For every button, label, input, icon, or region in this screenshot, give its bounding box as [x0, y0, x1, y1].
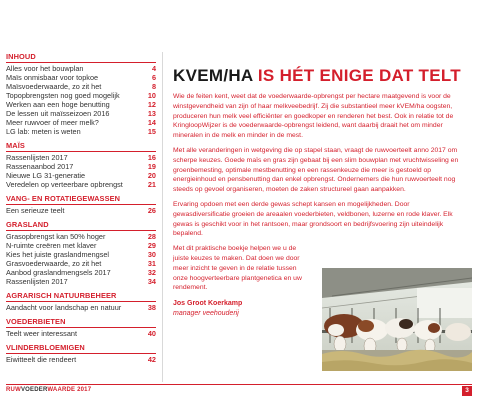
toc-entry[interactable]: [6, 171, 156, 180]
toc-entry-label: Teelt weer interessant: [6, 329, 77, 338]
toc-entry-label: De lessen uit maïsseizoen 2016: [6, 109, 110, 118]
toc-section: [6, 194, 156, 215]
toc-entry-label: Grasvoederwaarde, zo zit het: [6, 259, 102, 268]
toc-section-heading: AGRARISCH NATUURBEHEER: [6, 291, 156, 302]
toc-entry-page: 31: [147, 259, 156, 268]
toc-entry-label: N-ruimte creëren met klaver: [6, 241, 97, 250]
toc-entry-label: Kies het juiste graslandmengsel: [6, 250, 110, 259]
toc-entry-page: 15: [147, 127, 156, 136]
toc-entry-label: Rassenaanbod 2017: [6, 162, 74, 171]
toc-entry[interactable]: [6, 277, 156, 286]
toc-entry[interactable]: [6, 73, 156, 82]
toc-entry[interactable]: [6, 355, 156, 364]
toc-section-heading: INHOUD: [6, 52, 156, 63]
footer-brand-b: VOEDER: [20, 387, 48, 393]
paragraph-3: Ervaring opdoen met een derde gewas schept kansen en mogelijkheden. Door gewasdiversificatie groeien de areaalen voederbieten, veldbonen, luzerne en rode klaver. Elk gewas is geschikt voor in het rantsoen, maar grondsoort en bedrijfsvoering zijn uiteindelijk bepalend.: [173, 200, 453, 238]
toc-entry-page: 21: [147, 180, 156, 189]
toc-entry[interactable]: [6, 180, 156, 189]
toc-entry-page: 14: [147, 118, 156, 127]
toc-entry-page: 16: [147, 153, 156, 162]
toc-entry-label: Maïs onmisbaar voor topkoe: [6, 73, 99, 82]
toc-entry[interactable]: [6, 64, 156, 73]
toc-section: [6, 291, 156, 312]
table-of-contents: [6, 52, 156, 369]
toc-entry[interactable]: [6, 153, 156, 162]
toc-entry-page: 10: [147, 91, 156, 100]
toc-section: [6, 343, 156, 364]
toc-section: [6, 52, 156, 136]
toc-entry-page: 19: [147, 162, 156, 171]
paragraph-4: Met dit praktische boekje helpen we u de juiste keuzes te maken. Dat doen we door meer inzicht te geven in de relatie tussen onze hoogverteerbare plantgenetica en uw rendement.: [173, 245, 302, 292]
toc-entry-page: 40: [147, 329, 156, 338]
paragraph-2: Met alle veranderingen in wetgeving die op stapel staan, vraagt de ruwvoerteelt anno 2017 om scherpe keuzes. Goede maïs en gras zijn gebaat bij een slim bouwplan met vruchtwisseling en groenbemesting, optimale mestbenutting en een rassenkeuze die meer is gestoeld op energieinhoud en pensbenutting dan enkel opbrengst. Ondernemers die hun ruwvoerteelt nog steeds op gevoel organiseren, moeten de zaken structureel gaan aanpakken.: [173, 146, 459, 194]
toc-entry-label: Werken aan een hoge benutting: [6, 100, 110, 109]
toc-entry-page: 4: [151, 64, 156, 73]
toc-section-heading: VLINDERBLOEMIGEN: [6, 343, 156, 354]
toc-entry-label: Veredelen op verteerbare opbrengst: [6, 180, 123, 189]
footer-brand-a: RUW: [6, 387, 21, 393]
toc-entry[interactable]: [6, 206, 156, 215]
toc-entry[interactable]: [6, 118, 156, 127]
toc-entry[interactable]: [6, 232, 156, 241]
title-part-dark: KVEM/HA: [173, 66, 253, 85]
toc-entry-page: 28: [147, 232, 156, 241]
toc-entry-page: 42: [147, 355, 156, 364]
toc-section-heading: VOEDERBIETEN: [6, 317, 156, 328]
footer-brand-c: WAARDE 2017: [47, 387, 92, 393]
toc-entry-label: Meer ruwvoer of meer melk?: [6, 118, 99, 127]
toc-entry-label: Alles voor het bouwplan: [6, 64, 84, 73]
paragraph-1: Wie de feiten kent, weet dat de voederwaarde-opbrengst per hectare maatgevend is voor de winstgevendheid van zijn of haar melkveebedrijf. Zij die substantieel meer kVEM/ha oogsten, produceren hun melk veel efficiënter en goedkoper en renderen het best. Ook in relatie tot de KringloopWijzer is de voederwaarde-opbrengst leidend, want daarbij draait het om minder mineralen in de melk en minder in de mest.: [173, 93, 454, 140]
title-part-red: IS HÉT ENIGE DAT TELT: [257, 66, 461, 85]
toc-entry-label: Nieuwe LG 31-generatie: [6, 171, 86, 180]
toc-entry-label: Grasopbrengst kan 50% hoger: [6, 232, 106, 241]
toc-entry[interactable]: [6, 82, 156, 91]
article-title: [173, 66, 468, 86]
toc-section-heading: GRASLAND: [6, 220, 156, 231]
toc-entry-label: Aanbod graslandmengsels 2017: [6, 268, 111, 277]
cows-illustration: [322, 268, 472, 371]
toc-entry-label: Topopbrengsten nog goed mogelijk: [6, 91, 120, 100]
toc-section-heading: MAÏS: [6, 141, 156, 152]
toc-entry[interactable]: [6, 329, 156, 338]
toc-entry-page: 32: [147, 268, 156, 277]
toc-entry[interactable]: [6, 127, 156, 136]
signature-role: manager veehouderij: [173, 310, 239, 318]
toc-entry[interactable]: [6, 162, 156, 171]
toc-entry[interactable]: [6, 250, 156, 259]
toc-entry-page: 34: [147, 277, 156, 286]
toc-entry-page: 13: [147, 109, 156, 118]
page-footer: [6, 384, 472, 397]
toc-entry[interactable]: [6, 259, 156, 268]
toc-section: [6, 220, 156, 286]
toc-entry[interactable]: [6, 100, 156, 109]
toc-entry-page: 26: [147, 206, 156, 215]
toc-entry[interactable]: [6, 91, 156, 100]
toc-section-heading: VANG- EN ROTATIEGEWASSEN: [6, 194, 156, 205]
page-number: 3: [462, 386, 472, 396]
toc-entry[interactable]: [6, 268, 156, 277]
toc-entry-label: LG lab: meten is weten: [6, 127, 81, 136]
toc-entry-page: 29: [147, 241, 156, 250]
toc-entry[interactable]: [6, 109, 156, 118]
toc-entry-label: Aandacht voor landschap en natuur: [6, 303, 122, 312]
toc-entry[interactable]: [6, 241, 156, 250]
toc-entry-label: Maïsvoederwaarde, zo zit het: [6, 82, 102, 91]
toc-entry-page: 30: [147, 250, 156, 259]
toc-section: [6, 141, 156, 189]
toc-entry-page: 12: [147, 100, 156, 109]
toc-entry-page: 20: [147, 171, 156, 180]
toc-section: [6, 317, 156, 338]
footer-brand: [6, 387, 91, 393]
toc-entry-label: Eiwitteelt die rendeert: [6, 355, 77, 364]
toc-entry-label: Rassenlijsten 2017: [6, 277, 68, 286]
toc-entry-page: 6: [151, 73, 156, 82]
toc-entry-label: Een serieuze teelt: [6, 206, 65, 215]
column-divider: [162, 52, 163, 382]
cows-barn-photo: [322, 268, 472, 371]
toc-entry-page: 38: [147, 303, 156, 312]
signature-name: Jos Groot Koerkamp: [173, 300, 243, 308]
toc-entry-page: 8: [151, 82, 156, 91]
toc-entry[interactable]: [6, 303, 156, 312]
toc-entry-label: Rassenlijsten 2017: [6, 153, 68, 162]
